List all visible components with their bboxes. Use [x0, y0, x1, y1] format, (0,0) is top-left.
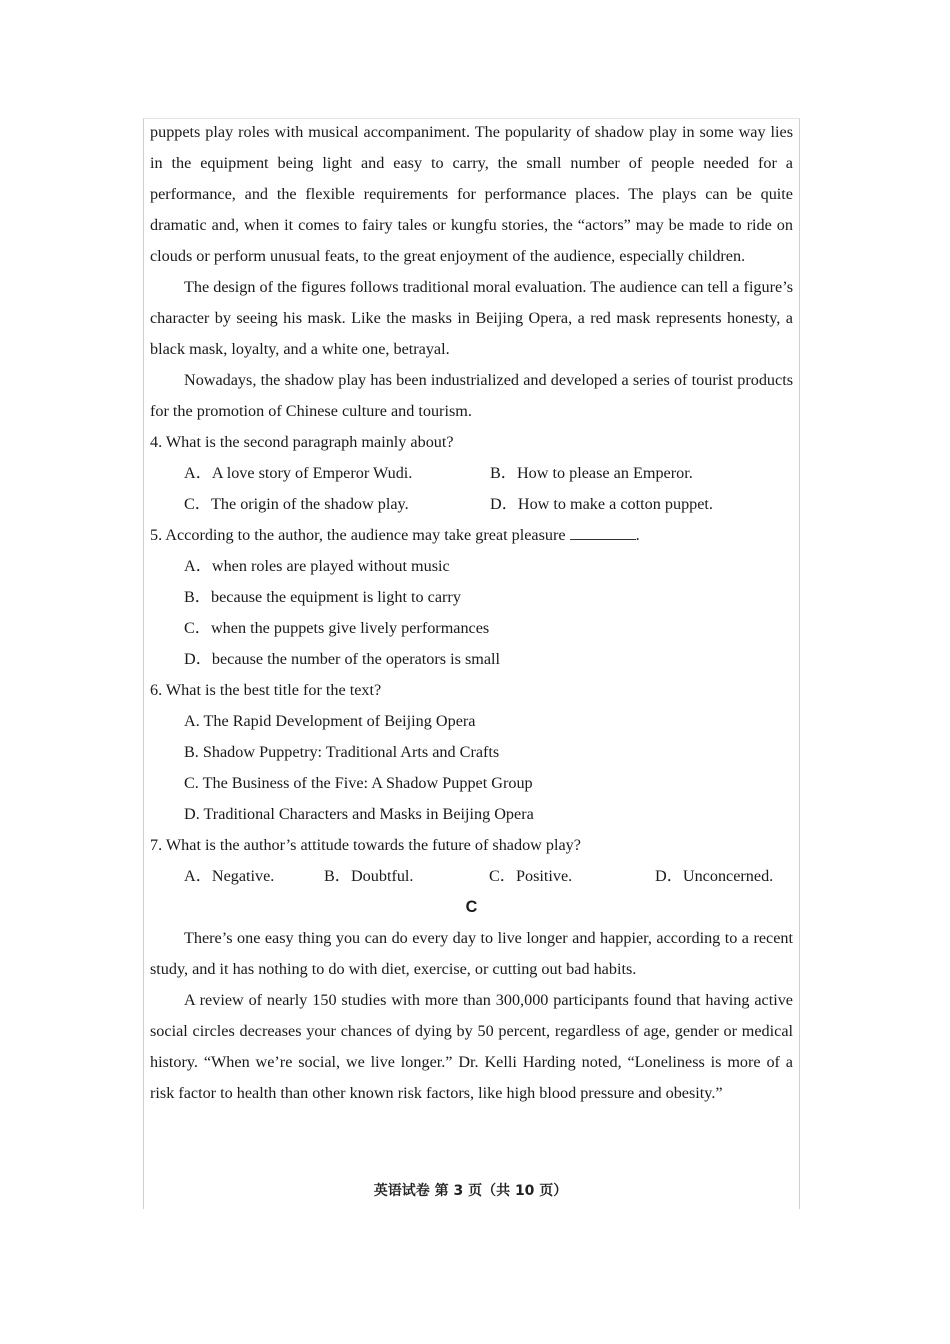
- question-7-options: [150, 861, 793, 892]
- question-4-option-b: B．How to please an Emperor.: [490, 464, 693, 482]
- question-7-stem: 7. What is the author’s attitude towards the future of shadow play?: [150, 836, 581, 854]
- page-footer: 英语试卷 第 3 页（共 10 页）: [373, 1183, 568, 1199]
- question-5-option-a: A．when roles are played without music: [184, 557, 450, 575]
- question-5-option-c: C．when the puppets give lively performances: [184, 619, 490, 637]
- question-6-option-d: D. Traditional Characters and Masks in Beijing Opera: [184, 805, 534, 823]
- question-7-option-a: A．Negative.: [184, 867, 275, 885]
- question-5-option-d: D．because the number of the operators is small: [184, 650, 501, 668]
- passage-b-paragraph-3: Nowadays, the shadow play has been industrialized and developed a series of tourist products for the promotion of Chinese culture and tourism.: [150, 371, 793, 420]
- passage-b-paragraph-2: The design of the figures follows traditional moral evaluation. The audience can tell a figure’s character by seeing his mask. Like the masks in Beijing Opera, a red mask represents honesty, a black mask, loyalty, and a white one, betrayal.: [150, 278, 793, 358]
- question-4-option-d: D．How to make a cotton puppet.: [490, 495, 713, 513]
- answer-blank: [570, 523, 636, 540]
- passage-c-paragraph-2: A review of nearly 150 studies with more than 300,000 participants found that having active social circles decreases your chances of dying by 50 percent, regardless of age, gender or medical history. “When we’re social, we live longer.” Dr. Kelli Harding noted, “Loneliness is more of a risk factor to health than other known risk factors, like high blood pressure and obesity.”: [150, 991, 793, 1102]
- passage-b-paragraph-1: puppets play roles with musical accompaniment. The popularity of shadow play in some way lies in the equipment being light and easy to carry, the small number of people needed for a performance, and the flexible requirements for performance places. The plays can be quite dramatic and, when it comes to fairy tales or kungfu stories, the “actors” may be made to ride on clouds or perform unusual feats, to the great enjoyment of the audience, especially children.: [150, 123, 793, 265]
- question-4-stem: 4. What is the second paragraph mainly about?: [150, 433, 454, 451]
- question-5-option-b: B．because the equipment is light to carry: [184, 588, 461, 606]
- question-6-option-c: C. The Business of the Five: A Shadow Puppet Group: [184, 774, 533, 792]
- question-4-option-c: C．The origin of the shadow play.: [184, 495, 409, 513]
- question-6-stem: 6. What is the best title for the text?: [150, 681, 382, 699]
- question-4-option-a: A．A love story of Emperor Wudi.: [184, 464, 413, 482]
- question-4-options-row-1: [150, 458, 793, 489]
- question-7-option-c: C．Positive.: [489, 867, 573, 885]
- question-6-option-b: B. Shadow Puppetry: Traditional Arts and Crafts: [184, 743, 500, 761]
- question-6-option-a: A. The Rapid Development of Beijing Opera: [184, 712, 476, 730]
- question-5-stem-end: .: [635, 526, 640, 544]
- question-7-option-b: B．Doubtful.: [324, 867, 414, 885]
- passage-c-heading: C: [465, 898, 478, 916]
- question-4-options-row-2: [150, 489, 793, 520]
- passage-c-paragraph-1: There’s one easy thing you can do every day to live longer and happier, according to a recent study, and it has nothing to do with diet, exercise, or cutting out bad habits.: [150, 929, 793, 978]
- question-7-option-d: D．Unconcerned.: [655, 867, 774, 885]
- question-5-stem-text: 5. According to the author, the audience may take great pleasure: [150, 526, 566, 544]
- question-5-stem: [150, 520, 793, 551]
- exam-content: [150, 117, 793, 1109]
